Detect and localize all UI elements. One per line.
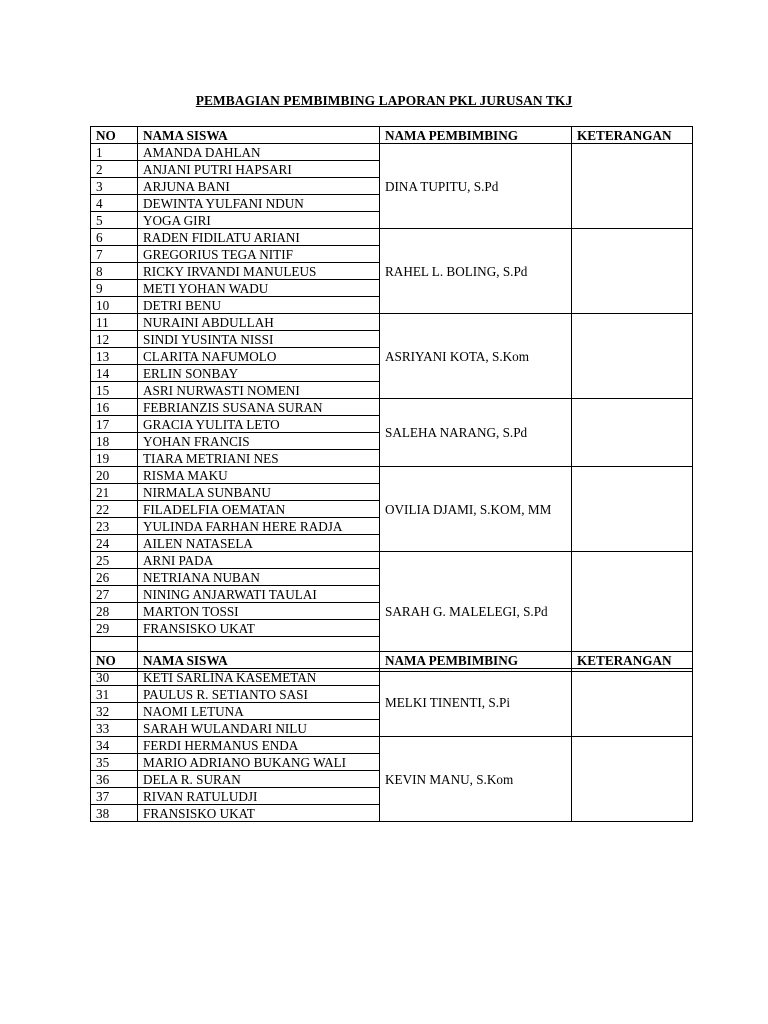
table-row (91, 144, 693, 161)
student-no: 1 (91, 144, 138, 161)
header-keterangan: KETERANGAN (572, 652, 693, 669)
student-name: RISMA MAKU (138, 467, 380, 484)
student-name: ARJUNA BANI (138, 178, 380, 195)
student-no: 37 (91, 788, 138, 805)
pembimbing-name: ASRIYANI KOTA, S.Kom (380, 314, 572, 399)
table-header-row (91, 127, 693, 144)
student-no: 22 (91, 501, 138, 518)
student-name: ARNI PADA (138, 552, 380, 569)
student-no: 13 (91, 348, 138, 365)
student-name: ANJANI PUTRI HAPSARI (138, 161, 380, 178)
student-name: SINDI YUSINTA NISSI (138, 331, 380, 348)
pembimbing-name: OVILIA DJAMI, S.KOM, MM (380, 467, 572, 552)
student-no: 10 (91, 297, 138, 314)
keterangan-cell (572, 144, 693, 229)
student-name: GRACIA YULITA LETO (138, 416, 380, 433)
pembimbing-name: MELKI TINENTI, S.Pi (380, 669, 572, 737)
student-name: NAOMI LETUNA (138, 703, 380, 720)
table-row (91, 314, 693, 331)
student-name: DETRI BENU (138, 297, 380, 314)
student-name: YULINDA FARHAN HERE RADJA (138, 518, 380, 535)
student-name: CLARITA NAFUMOLO (138, 348, 380, 365)
student-no: 26 (91, 569, 138, 586)
student-name: FILADELFIA OEMATAN (138, 501, 380, 518)
student-no: 38 (91, 805, 138, 822)
header-nama-pembimbing: NAMA PEMBIMBING (380, 127, 572, 144)
student-no: 15 (91, 382, 138, 399)
header-keterangan: KETERANGAN (572, 127, 693, 144)
student-no: 4 (91, 195, 138, 212)
student-no: 25 (91, 552, 138, 569)
student-name: KETI SARLINA KASEMETAN (138, 669, 380, 686)
student-name: NETRIANA NUBAN (138, 569, 380, 586)
student-name: YOGA GIRI (138, 212, 380, 229)
student-no: 19 (91, 450, 138, 467)
pembimbing-name: DINA TUPITU, S.Pd (380, 144, 572, 229)
student-name: RICKY IRVANDI MANULEUS (138, 263, 380, 280)
student-name: SARAH WULANDARI NILU (138, 720, 380, 737)
keterangan-cell (572, 229, 693, 314)
keterangan-cell (572, 467, 693, 552)
student-name: ERLIN SONBAY (138, 365, 380, 382)
pembimbing-name: SARAH G. MALELEGI, S.Pd (380, 552, 572, 672)
pembimbing-name: SALEHA NARANG, S.Pd (380, 399, 572, 467)
student-no: 35 (91, 754, 138, 771)
header-nama-siswa: NAMA SISWA (138, 127, 380, 144)
student-name: NIRMALA SUNBANU (138, 484, 380, 501)
keterangan-cell (572, 314, 693, 399)
student-no: 36 (91, 771, 138, 788)
student-name: DEWINTA YULFANI NDUN (138, 195, 380, 212)
student-no: 18 (91, 433, 138, 450)
student-name: DELA R. SURAN (138, 771, 380, 788)
student-name: AILEN NATASELA (138, 535, 380, 552)
student-no: 24 (91, 535, 138, 552)
student-name: GREGORIUS TEGA NITIF (138, 246, 380, 263)
student-no: 23 (91, 518, 138, 535)
student-no: 34 (91, 737, 138, 754)
table-header-row (91, 652, 693, 669)
header-no: NO (91, 127, 138, 144)
student-name: FEBRIANZIS SUSANA SURAN (138, 399, 380, 416)
student-no: 5 (91, 212, 138, 229)
table-row (91, 399, 693, 416)
student-no: 7 (91, 246, 138, 263)
header-nama-siswa: NAMA SISWA (138, 652, 380, 669)
student-name: FERDI HERMANUS ENDA (138, 737, 380, 754)
keterangan-cell (572, 399, 693, 467)
student-name: NURAINI ABDULLAH (138, 314, 380, 331)
student-no: 14 (91, 365, 138, 382)
table-row (91, 229, 693, 246)
student-no: 28 (91, 603, 138, 620)
table-row (91, 467, 693, 484)
student-no: 20 (91, 467, 138, 484)
student-no: 2 (91, 161, 138, 178)
student-name: RIVAN RATULUDJI (138, 788, 380, 805)
student-name: NINING ANJARWATI TAULAI (138, 586, 380, 603)
student-name: FRANSISKO UKAT (138, 805, 380, 822)
student-no: 31 (91, 686, 138, 703)
header-nama-pembimbing: NAMA PEMBIMBING (380, 652, 572, 669)
pembimbing-table-1 (90, 126, 693, 672)
student-name: ASRI NURWASTI NOMENI (138, 382, 380, 399)
table-row (91, 552, 693, 569)
student-no: 29 (91, 620, 138, 637)
student-no: 16 (91, 399, 138, 416)
pembimbing-name: KEVIN MANU, S.Kom (380, 737, 572, 822)
table-row (91, 669, 693, 686)
student-no: 32 (91, 703, 138, 720)
student-name: METI YOHAN WADU (138, 280, 380, 297)
student-name: MARIO ADRIANO BUKANG WALI (138, 754, 380, 771)
student-no: 21 (91, 484, 138, 501)
header-no: NO (91, 652, 138, 669)
table-body (91, 669, 693, 822)
student-name: TIARA METRIANI NES (138, 450, 380, 467)
student-name: PAULUS R. SETIANTO SASI (138, 686, 380, 703)
student-name: MARTON TOSSI (138, 603, 380, 620)
pembimbing-name: RAHEL L. BOLING, S.Pd (380, 229, 572, 314)
student-no: 8 (91, 263, 138, 280)
student-name: FRANSISKO UKAT (138, 620, 380, 637)
table-row (91, 737, 693, 754)
keterangan-cell (572, 669, 693, 737)
student-no: 3 (91, 178, 138, 195)
student-no: 33 (91, 720, 138, 737)
student-no: 17 (91, 416, 138, 433)
student-name: YOHAN FRANCIS (138, 433, 380, 450)
student-no: 6 (91, 229, 138, 246)
keterangan-cell (572, 737, 693, 822)
document-title: PEMBAGIAN PEMBIMBING LAPORAN PKL JURUSAN TKJ (195, 93, 573, 108)
student-name: RADEN FIDILATU ARIANI (138, 229, 380, 246)
table-body (91, 144, 693, 672)
student-no: 9 (91, 280, 138, 297)
student-no: 12 (91, 331, 138, 348)
student-no: 30 (91, 669, 138, 686)
student-no: 27 (91, 586, 138, 603)
pembimbing-table-2 (90, 651, 693, 822)
student-name: AMANDA DAHLAN (138, 144, 380, 161)
student-no: 11 (91, 314, 138, 331)
